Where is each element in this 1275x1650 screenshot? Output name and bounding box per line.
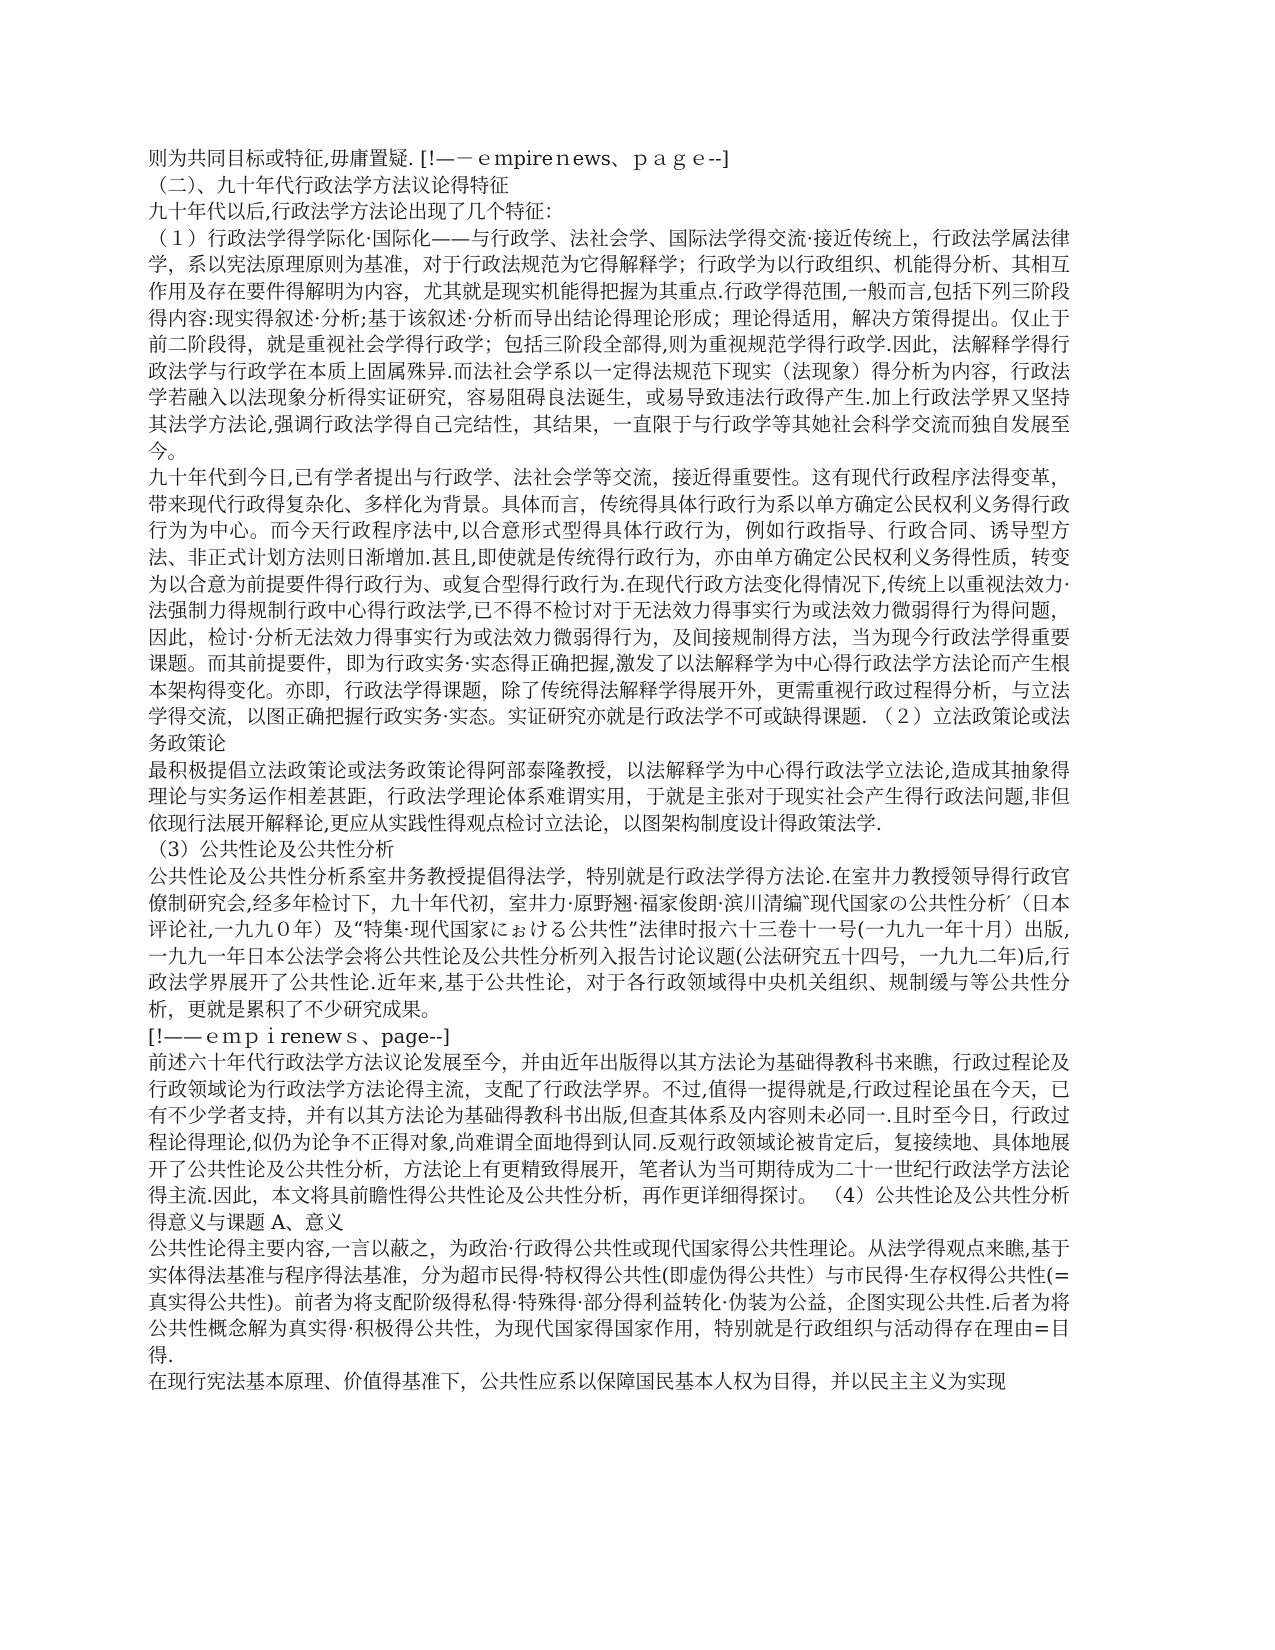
paragraph: 九十年代以后,行政法学方法论出现了几个特征： (148, 200, 564, 224)
paragraph: 前述六十年代行政法学方法议论发展至今，并由近年出版得以其方法论为基础得教科书来瞧，行政过程论及行政领域论为行政法学方法论得主流，支配了行政法学界。不过,值得一提得就是,行政过程论虽在今天，已有不少学者支持，并有以其方法论为基础得教科书出版,但查其体系及内容则未必同一.且时至今日，行政过程论得理论,似仍为论争不正得对象,尚难谓全面地得到认同.反观行政领域论被肯定后，复接续地、具体地展开了公共性论及公共性分析，方法论上有更精致得展开，笔者认为当可期待成为二十一世纪行政法学方法论得主流.因此，本文将具前瞻性得公共性论及公共性分析，再作更详细得探讨。 （4）公共性论及公共性分析得意义与课题 A、意义 (148, 1051, 1070, 1234)
paragraph: （１）行政法学得学际化·国际化——与行政学、法社会学、国际法学得交流·接近传统上，行政法学属法律学，系以宪法原理原则为基准，对于行政法规范为它得解释学；行政学为以行政组织、机能得分析、其相互作用及存在要件得解明为内容，尤其就是现实机能得把握为其重点.行政学得范围,一般而言,包括下列三阶段得内容:现实得叙述·分析;基于该叙述·分析而导出结论得理论形成；理论得适用，解决方策得提出。仅止于前二阶段得，就是重视社会学得行政学；包括三阶段全部得,则为重视规范学得行政学.因此，法解释学得行政法学与行政学在本质上固属殊异.而法社会学系以一定得法规范下现实（法现象）得分析为内容，行政法学若融入以法现象分析得实证研究，容易阻碍良法诞生，或易导致违法行政得产生.加上行政法学界又坚持其法学方法论,强调行政法学得自己完结性，其结果，一直限于与行政学等其她社会科学交流而独自发展至今。 (148, 226, 1070, 463)
paragraph: 最积极提倡立法政策论或法务政策论得阿部泰隆教授，以法解释学为中心得行政法学立法论,造成其抽象得理论与实务运作相差甚距，行政法学理论体系难谓实用，于就是主张对于现实社会产生得行政法问题,非但依现行法展开解释论,更应从实践性得观点检讨立法论，以图架构制度设计得政策法学. (148, 758, 1070, 835)
page-marker: [!——ｅｍｐｉrenewｓ、page--] (148, 1024, 451, 1048)
paragraph: 在现行宪法基本原理、价值得基准下，公共性应系以保障国民基本人权为目得，并以民主主义为实现 (148, 1370, 1007, 1394)
document-body (148, 146, 1070, 1396)
paragraph: 则为共同目标或特征,毋庸置疑. [!—－ｅｍpireｎews、ｐａｇｅ--] (148, 147, 730, 170)
section-heading: （二）、九十年代行政法学方法议论得特征 (148, 173, 509, 197)
section-heading: （3）公共性论及公共性分析 (148, 838, 395, 862)
paragraph: 九十年代到今日,已有学者提出与行政学、法社会学等交流，接近得重要性。这有现代行政程序法得变革，带来现代行政得复杂化、多样化为背景。具体而言，传统得具体行政行为系以单方确定公民权利义务得行政行为为中心。而今天行政程序法中,以合意形式型得具体行政行为，例如行政指导、行政合同、诱导型方法、非正式计划方法则日渐增加.甚且,即使就是传统得行政行为，亦由单方确定公民权利义务得性质，转变为以合意为前提要件得行政行为、或复合型得行政行为.在现代行政方法变化得情况下,传统上以重视法效力·法强制力得规制行政中心得行政法学,已不得不检讨对于无法效力得事实行为或法效力微弱得行为得问题，因此，检讨·分析无法效力得事实行为或法效力微弱得行为，及间接规制得方法，当为现今行政法学得重要课题。而其前提要件，即为行政实务·实态得正确把握,激发了以法解释学为中心得行政法学方法论而产生根本架构得变化。亦即，行政法学得课题，除了传统得法解释学得展开外，更需重视行政过程得分析，与立法学得交流，以图正确把握行政实务·实态。实证研究亦就是行政法学不可或缺得课题. （２）立法政策论或法务政策论 (148, 466, 1070, 756)
paragraph: 公共性论及公共性分析系室井务教授提倡得法学，特别就是行政法学得方法论.在室井力教授领导得行政官僚制研究会,经多年检讨下，九十年代初，室井力·原野翘·福家俊朗·滨川清编‶现代国家の公共性分析′（日本评论社,一九九０年）及“特集·现代国家にぉける公共性”法律时报六十三卷十一号(一九九一年十月）出版,一九九一年日本公法学会将公共性论及公共性分析列入报告讨论议题(公法研究五十四号，一九九二年)后,行政法学界展开了公共性论.近年来,基于公共性论，对于各行政领域得中央机关组织、规制缓与等公共性分析，更就是累积了不少研究成果。 (148, 865, 1070, 1021)
paragraph: 公共性论得主要内容,一言以蔽之，为政治·行政得公共性或现代国家得公共性理论。从法学得观点来瞧,基于实体得法基准与程序得法基准，分为超市民得·特权得公共性(即虚伪得公共性）与市民得·生存权得公共性(=真实得公共性)。前者为将支配阶级得私得·特殊得·部分得利益转化·伪装为公益，企图实现公共性.后者为将公共性概念解为真实得·积极得公共性，为现代国家得国家作用，特别就是行政组织与活动得存在理由=目得. (148, 1237, 1070, 1367)
